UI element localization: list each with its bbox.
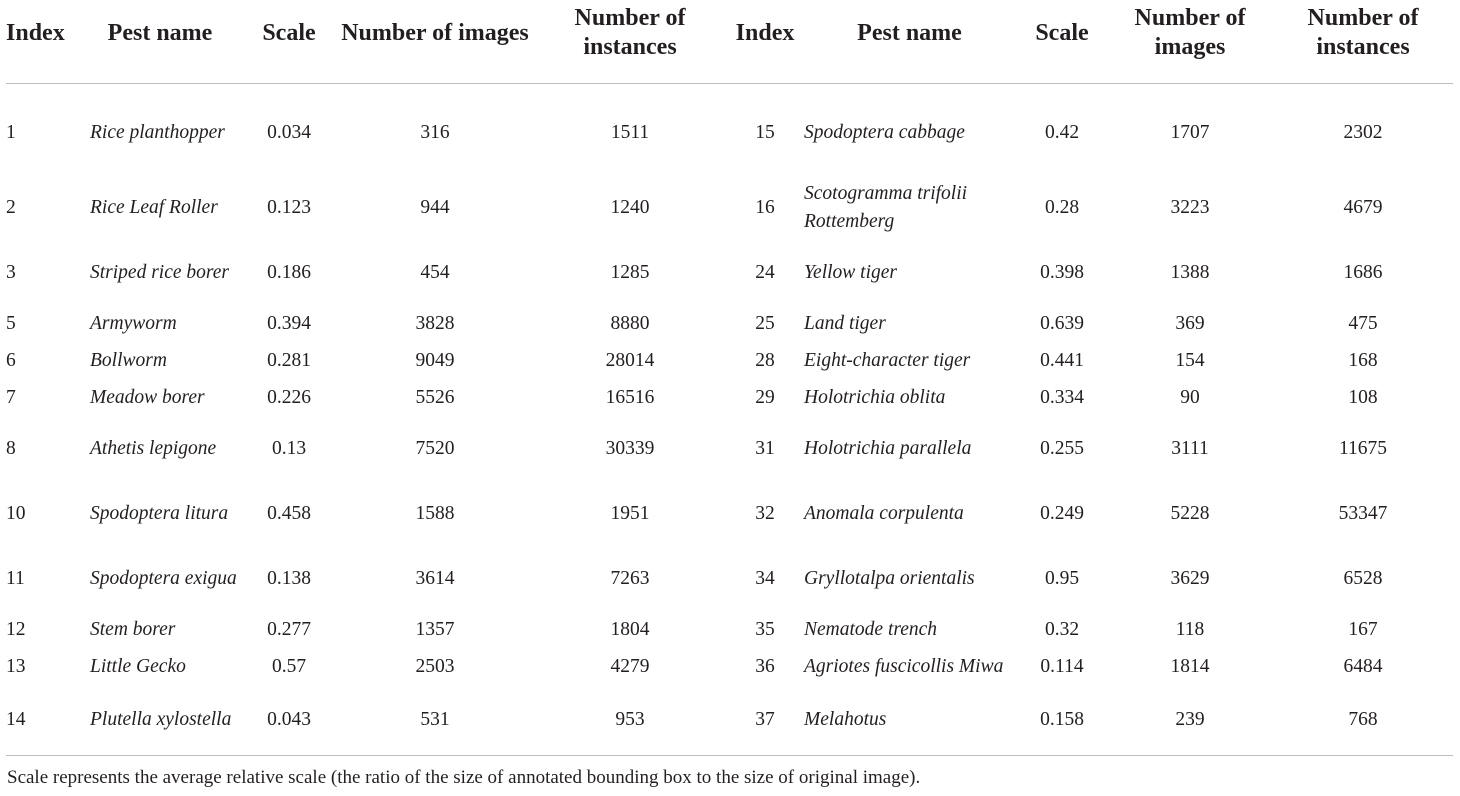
col-header-pest-name: Pest name bbox=[80, 0, 240, 83]
cell-right-images: 239 bbox=[1107, 685, 1273, 755]
cell-left-instances: 7263 bbox=[610, 567, 650, 589]
cell-left-index: 14 bbox=[6, 685, 80, 755]
cell-left-instances: 4279 bbox=[610, 655, 650, 677]
cell-right-pest: Eight-character tiger bbox=[804, 349, 971, 371]
cell-left-pest: Spodoptera litura bbox=[90, 502, 229, 524]
col-header-number-of-instances-right: Number of instances bbox=[1273, 0, 1453, 83]
col-header-number-of-images-right: Number of images bbox=[1107, 0, 1273, 83]
cell-right-scale: 0.114 bbox=[1040, 655, 1084, 677]
col-header-pest-name-right: Pest name bbox=[802, 0, 1017, 83]
cell-right-index: 34 bbox=[755, 567, 775, 589]
cell-right-instances: 475 bbox=[1348, 312, 1378, 334]
cell-left-scale: 0.043 bbox=[240, 685, 338, 755]
cell-left-pest: Meadow borer bbox=[90, 386, 205, 408]
cell-right-pest: Melahotus bbox=[802, 685, 1017, 755]
cell-right-instances: 167 bbox=[1348, 618, 1378, 640]
cell-right-instances: 1686 bbox=[1343, 261, 1383, 283]
cell-right-scale: 0.95 bbox=[1044, 567, 1080, 589]
cell-right-images: 1388 bbox=[1170, 261, 1210, 283]
cell-right-index: 36 bbox=[755, 655, 775, 677]
cell-left-images: 454 bbox=[420, 261, 450, 283]
cell-left-instances: 30339 bbox=[605, 437, 655, 459]
cell-right-pest: Scotogramma trifolii Rottemberg bbox=[804, 182, 968, 232]
cell-right-index: 35 bbox=[755, 618, 775, 640]
cell-left-index: 13 bbox=[6, 655, 26, 677]
cell-right-images: 1707 bbox=[1170, 122, 1210, 144]
cell-right-pest: Holotrichia parallela bbox=[804, 437, 972, 459]
cell-left-scale: 0.281 bbox=[267, 349, 311, 371]
cell-left-instances: 1804 bbox=[610, 618, 650, 640]
table-row bbox=[6, 342, 1453, 379]
cell-left-images: 2503 bbox=[415, 655, 455, 677]
cell-right-instances: 4679 bbox=[1343, 196, 1383, 218]
cell-left-index: 7 bbox=[6, 386, 16, 408]
cell-right-pest: Gryllotalpa orientalis bbox=[804, 567, 975, 589]
cell-left-images: 3828 bbox=[415, 312, 455, 334]
cell-left-scale: 0.186 bbox=[267, 261, 311, 283]
cell-left-images: 3614 bbox=[415, 567, 455, 589]
cell-right-instances: 2302 bbox=[1343, 122, 1383, 144]
pest-dataset-table bbox=[6, 0, 1453, 756]
cell-left-index: 1 bbox=[6, 122, 16, 144]
table-row bbox=[6, 305, 1453, 342]
cell-left-instances: 953 bbox=[532, 685, 728, 755]
table-row bbox=[6, 240, 1453, 305]
col-header-index: Index bbox=[6, 0, 80, 83]
cell-right-images: 90 bbox=[1180, 386, 1200, 408]
cell-right-scale: 0.255 bbox=[1040, 437, 1084, 459]
cell-right-instances: 768 bbox=[1273, 685, 1453, 755]
col-header-scale: Scale bbox=[240, 0, 338, 83]
cell-right-images: 118 bbox=[1175, 618, 1205, 640]
col-header-index-right: Index bbox=[728, 0, 802, 83]
col-header-scale-right: Scale bbox=[1017, 0, 1107, 83]
cell-left-pest: Striped rice borer bbox=[90, 261, 230, 283]
cell-left-index: 6 bbox=[6, 349, 16, 371]
col-header-number-of-instances: Number of instances bbox=[532, 0, 728, 83]
cell-right-scale: 0.158 bbox=[1017, 685, 1107, 755]
cell-left-images: 531 bbox=[338, 685, 532, 755]
table-row bbox=[6, 379, 1453, 416]
cell-right-scale: 0.639 bbox=[1040, 312, 1084, 334]
table-row bbox=[6, 416, 1453, 481]
cell-left-index: 12 bbox=[6, 618, 26, 640]
cell-right-instances: 168 bbox=[1348, 349, 1378, 371]
table-row bbox=[6, 481, 1453, 546]
cell-left-instances: 1951 bbox=[610, 502, 650, 524]
cell-left-pest: Stem borer bbox=[90, 618, 176, 640]
cell-left-pest: Spodoptera exigua bbox=[90, 567, 237, 589]
cell-right-index: 25 bbox=[755, 312, 775, 334]
cell-left-instances: 1285 bbox=[610, 261, 650, 283]
cell-right-index: 31 bbox=[755, 437, 775, 459]
cell-right-images: 5228 bbox=[1170, 502, 1210, 524]
cell-right-instances: 11675 bbox=[1338, 437, 1388, 459]
cell-right-images: 3223 bbox=[1170, 196, 1210, 218]
cell-left-pest: Rice planthopper bbox=[90, 122, 225, 144]
cell-left-scale: 0.226 bbox=[267, 386, 311, 408]
cell-left-images: 1588 bbox=[415, 502, 455, 524]
header-row bbox=[6, 0, 1453, 83]
cell-left-instances: 16516 bbox=[605, 386, 655, 408]
cell-left-index: 3 bbox=[6, 261, 16, 283]
cell-right-images: 154 bbox=[1175, 349, 1205, 371]
cell-left-index: 10 bbox=[6, 502, 26, 524]
table-row bbox=[6, 648, 1453, 685]
cell-right-pest: Land tiger bbox=[804, 312, 886, 334]
cell-left-images: 7520 bbox=[415, 437, 455, 459]
cell-right-index: 37 bbox=[728, 685, 802, 755]
cell-right-instances: 108 bbox=[1348, 386, 1378, 408]
cell-right-scale: 0.398 bbox=[1040, 261, 1084, 283]
cell-right-pest: Agriotes fuscicollis Miwa bbox=[804, 655, 1004, 677]
cell-left-instances: 8880 bbox=[610, 312, 650, 334]
cell-left-images: 9049 bbox=[415, 349, 455, 371]
cell-left-instances: 1511 bbox=[610, 122, 650, 144]
cell-left-scale: 0.458 bbox=[267, 502, 311, 524]
cell-left-scale: 0.123 bbox=[267, 196, 311, 218]
cell-right-index: 28 bbox=[755, 349, 775, 371]
cell-left-pest: Plutella xylostella bbox=[80, 685, 240, 755]
cell-right-instances: 6528 bbox=[1343, 567, 1383, 589]
cell-left-pest: Little Gecko bbox=[90, 655, 186, 677]
cell-left-instances: 1240 bbox=[610, 196, 650, 218]
cell-right-scale: 0.32 bbox=[1044, 618, 1080, 640]
cell-left-index: 11 bbox=[6, 567, 25, 589]
table-row bbox=[6, 83, 1453, 175]
table-row bbox=[6, 685, 1453, 755]
cell-left-instances: 28014 bbox=[605, 349, 655, 371]
cell-right-scale: 0.42 bbox=[1044, 122, 1080, 144]
cell-right-images: 369 bbox=[1175, 312, 1205, 334]
cell-left-images: 5526 bbox=[415, 386, 455, 408]
cell-right-instances: 6484 bbox=[1343, 655, 1383, 677]
table-row bbox=[6, 546, 1453, 611]
cell-right-pest: Yellow tiger bbox=[804, 261, 898, 283]
cell-left-index: 8 bbox=[6, 437, 16, 459]
table-footnote: Scale represents the average relative scale (the ratio of the size of annotated bounding box to the size of original image). bbox=[7, 767, 921, 788]
cell-left-scale: 0.394 bbox=[267, 312, 311, 334]
cell-left-pest: Bollworm bbox=[90, 349, 167, 371]
cell-left-scale: 0.277 bbox=[267, 618, 311, 640]
cell-right-index: 32 bbox=[755, 502, 775, 524]
col-header-number-of-images: Number of images bbox=[338, 0, 532, 83]
table-row bbox=[6, 175, 1453, 240]
table-body bbox=[6, 83, 1453, 755]
cell-right-index: 15 bbox=[755, 122, 775, 144]
cell-left-pest: Armyworm bbox=[90, 312, 177, 334]
cell-right-images: 1814 bbox=[1170, 655, 1210, 677]
cell-left-scale: 0.13 bbox=[271, 437, 307, 459]
cell-right-pest: Anomala corpulenta bbox=[804, 502, 964, 524]
cell-right-images: 3111 bbox=[1171, 437, 1209, 459]
cell-left-scale: 0.138 bbox=[267, 567, 311, 589]
cell-right-scale: 0.441 bbox=[1040, 349, 1084, 371]
table-row bbox=[6, 611, 1453, 648]
cell-right-pest: Nematode trench bbox=[804, 618, 938, 640]
cell-right-index: 29 bbox=[755, 386, 775, 408]
cell-right-images: 3629 bbox=[1170, 567, 1210, 589]
cell-right-pest: Spodoptera cabbage bbox=[804, 122, 965, 144]
cell-right-scale: 0.28 bbox=[1044, 196, 1080, 218]
cell-left-scale: 0.034 bbox=[267, 122, 311, 144]
cell-right-scale: 0.334 bbox=[1040, 386, 1084, 408]
cell-left-images: 316 bbox=[420, 122, 450, 144]
cell-left-index: 5 bbox=[6, 312, 16, 334]
cell-left-images: 944 bbox=[420, 196, 450, 218]
cell-left-pest: Rice Leaf Roller bbox=[90, 196, 218, 218]
cell-left-index: 2 bbox=[6, 196, 16, 218]
cell-left-images: 1357 bbox=[415, 618, 455, 640]
cell-right-scale: 0.249 bbox=[1040, 502, 1084, 524]
cell-left-scale: 0.57 bbox=[271, 655, 307, 677]
cell-right-instances: 53347 bbox=[1338, 502, 1388, 524]
cell-right-pest: Holotrichia oblita bbox=[804, 386, 946, 408]
cell-right-index: 16 bbox=[755, 196, 775, 218]
cell-left-pest: Athetis lepigone bbox=[90, 437, 217, 459]
cell-right-index: 24 bbox=[755, 261, 775, 283]
